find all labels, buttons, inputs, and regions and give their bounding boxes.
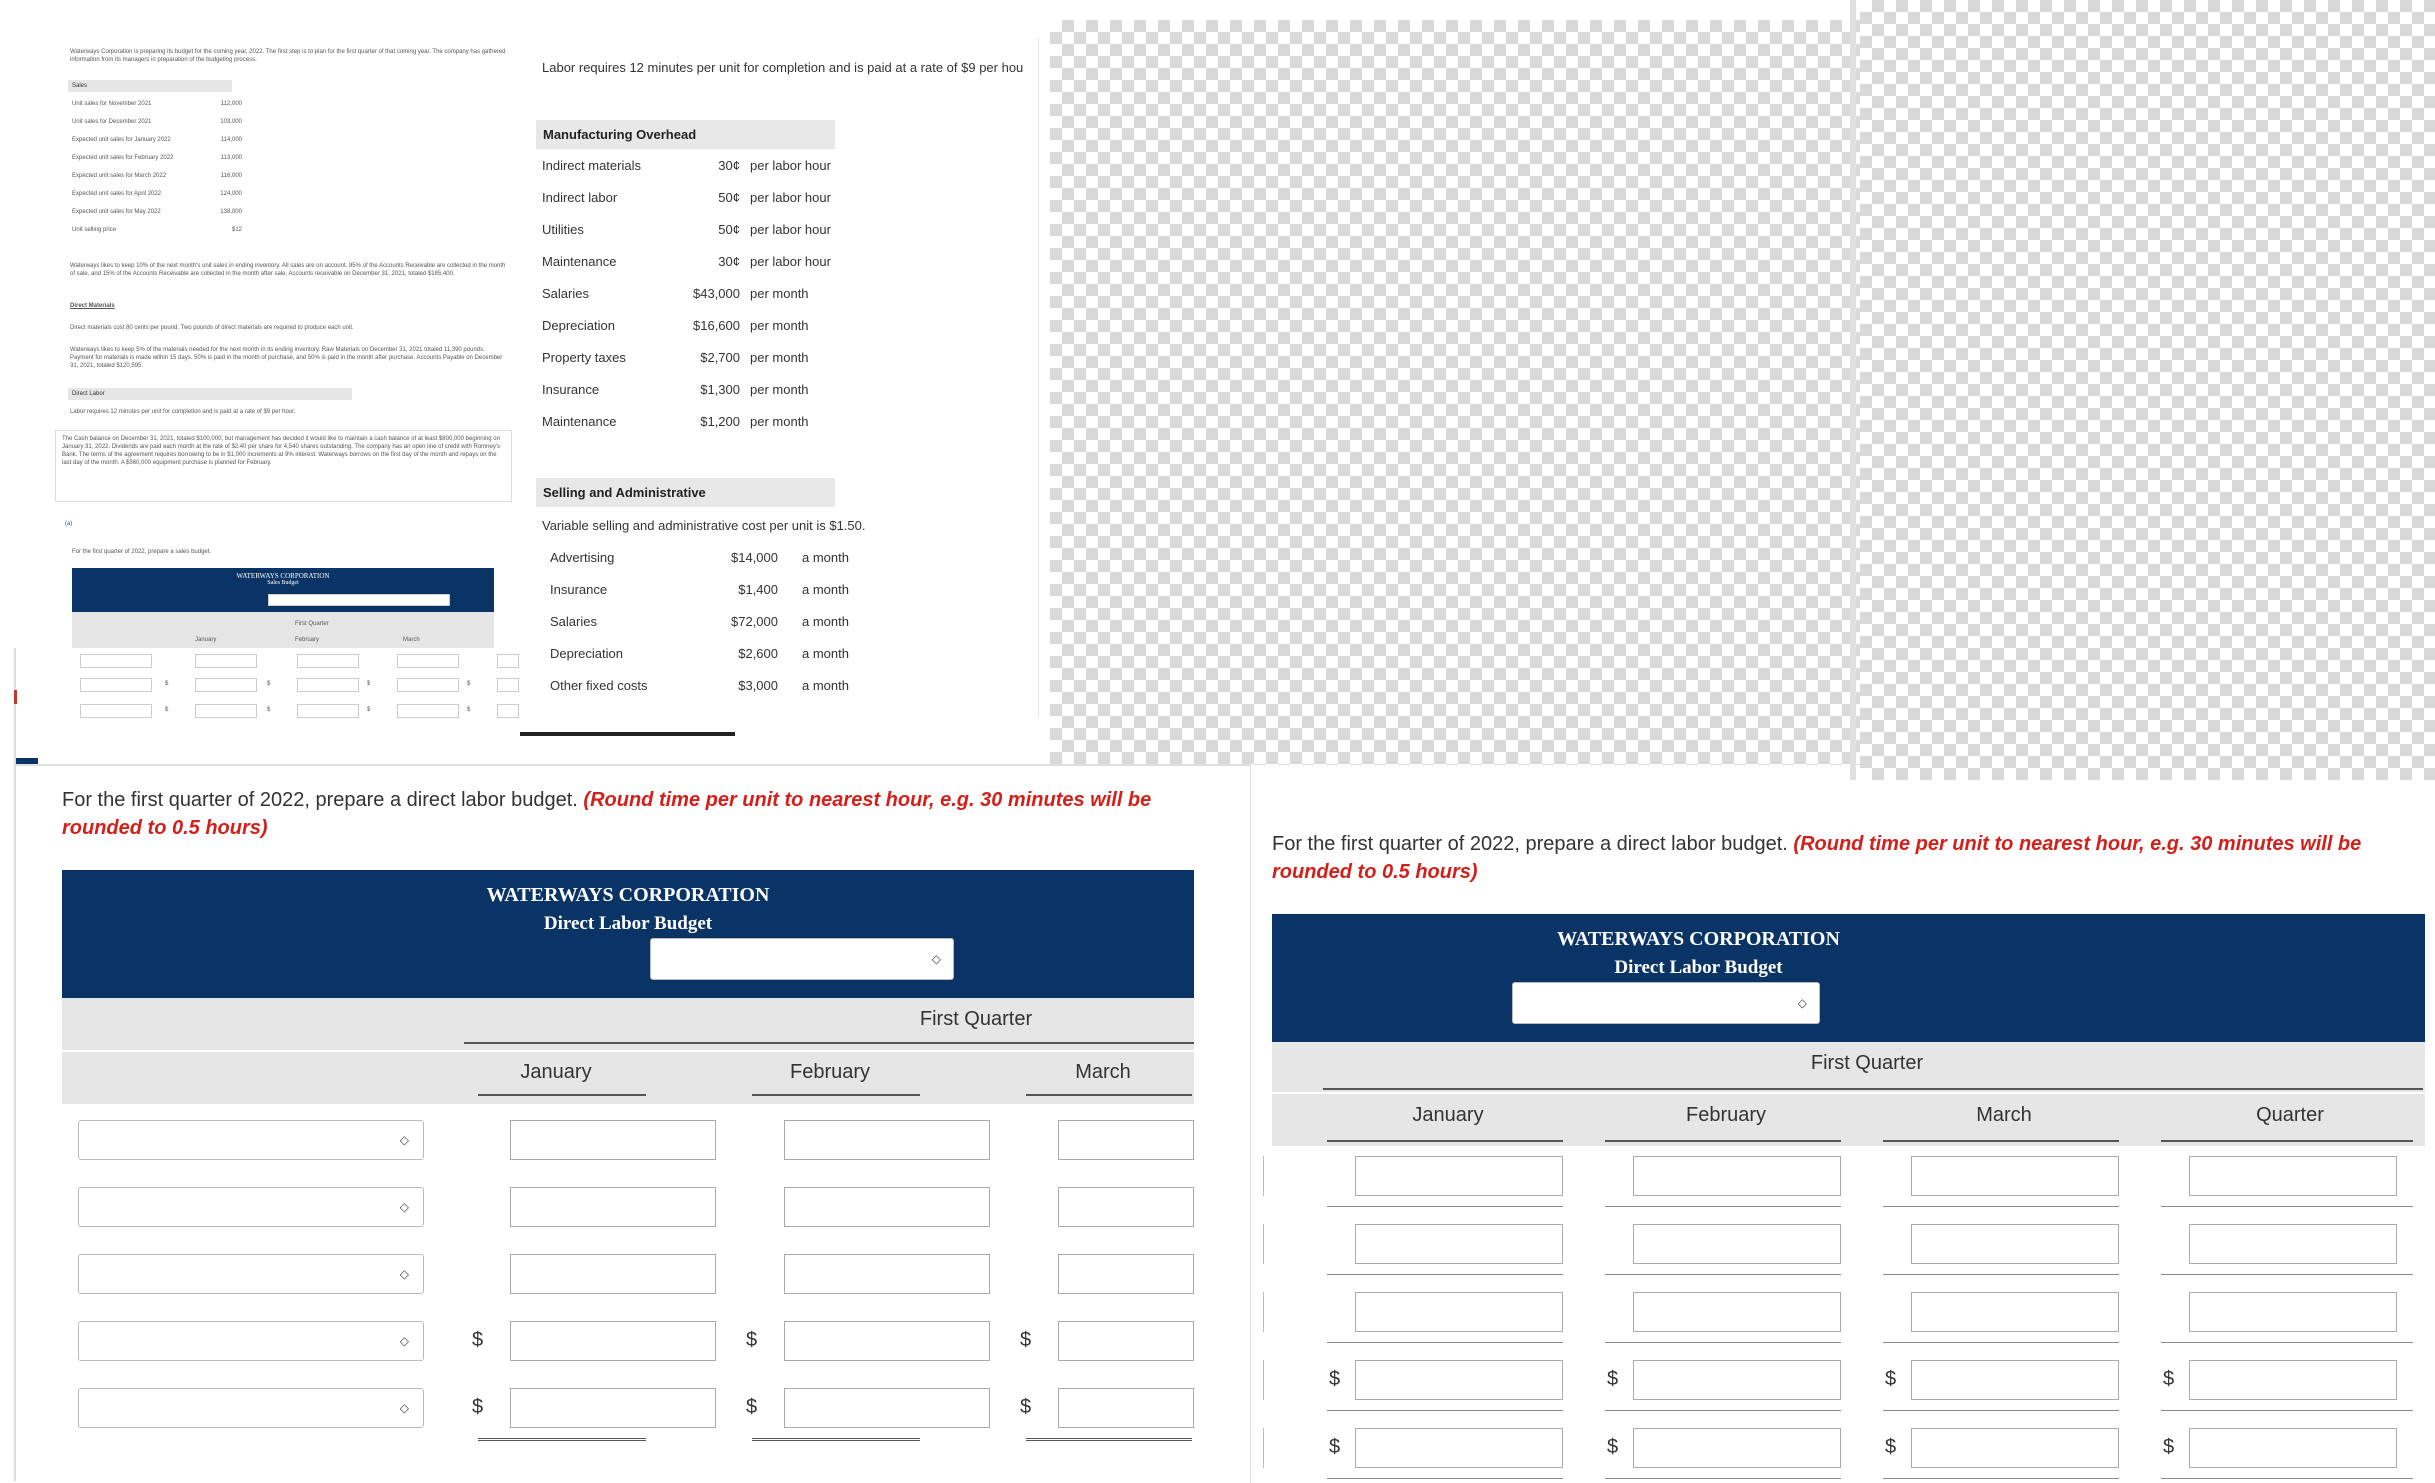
mini-amount-input[interactable] xyxy=(195,704,257,718)
amount-input[interactable] xyxy=(1058,1187,1194,1227)
mini-amount-input[interactable] xyxy=(497,678,519,692)
row-rule xyxy=(2161,1342,2413,1343)
month-rule xyxy=(1883,1140,2119,1142)
amount-input[interactable] xyxy=(1355,1428,1563,1468)
budget-prompt-left: For the first quarter of 2022, prepare a direct labor budget. (Round time per unit to nearest hour, e.g. 30 minutes will be rounded to 0.5 hours) xyxy=(62,789,1152,839)
overhead-heading: Manufacturing Overhead xyxy=(536,120,835,149)
month-rule xyxy=(1026,1094,1192,1096)
overhead-row-amount: $1,200 xyxy=(700,414,740,429)
amount-input[interactable] xyxy=(1633,1156,1841,1196)
overhead-row-unit: per month xyxy=(750,286,809,301)
dollar-sign: $ xyxy=(1885,1436,1897,1458)
overhead-row-label: Maintenance xyxy=(542,414,617,429)
sa-row-amount: $1,400 xyxy=(738,582,778,597)
overhead-row-unit: per month xyxy=(750,382,809,397)
sales-row: Expected unit sales for February 2022 113,000 xyxy=(72,155,242,161)
quarter-label-right: First Quarter xyxy=(1810,1052,1924,1074)
amount-input[interactable] xyxy=(1911,1428,2119,1468)
month-header-january: January xyxy=(1412,1104,1484,1126)
overhead-row-label: Maintenance xyxy=(542,254,617,269)
row-rule xyxy=(2161,1274,2413,1275)
direct-labor-text: Labor requires 12 minutes per unit for completion and is paid at a rate of $9 per hour. xyxy=(70,409,296,415)
budget-title: Direct Labor Budget xyxy=(543,913,713,934)
mini-dollar: $ xyxy=(467,707,471,713)
row-label-select[interactable] xyxy=(78,1321,424,1361)
period-select-right[interactable] xyxy=(1512,982,1820,1024)
row-rule xyxy=(1605,1478,1841,1479)
mini-dollar: $ xyxy=(367,707,371,713)
month-header-march: March xyxy=(1075,1061,1131,1083)
mini-month-february: February xyxy=(295,637,320,643)
mini-title: Sales Budget xyxy=(267,580,299,586)
sales-row: Expected unit sales for January 2022 114,000 xyxy=(72,137,242,143)
row-rule xyxy=(1605,1274,1841,1275)
direct-labor-band: Direct Labor xyxy=(68,388,352,400)
dollar-sign: $ xyxy=(472,1396,484,1418)
dollar-sign: $ xyxy=(1020,1329,1032,1351)
rounding-instruction: (Round time per unit to nearest hour, e.g. 30 minutes will be rounded to 0.5 hours) xyxy=(62,789,1152,839)
row-select-edge[interactable] xyxy=(1251,1156,1264,1196)
dollar-sign: $ xyxy=(1020,1396,1032,1418)
chevron-updown-icon: ◇ xyxy=(399,1267,409,1281)
chevron-updown-icon: ◇ xyxy=(931,952,941,966)
row-select-edge[interactable] xyxy=(1251,1428,1264,1468)
overhead-row-label: Insurance xyxy=(542,382,600,397)
dollar-sign: $ xyxy=(472,1329,484,1351)
amount-input[interactable] xyxy=(784,1120,990,1160)
mini-row-select[interactable] xyxy=(80,654,152,668)
mini-month-january: January xyxy=(195,637,217,643)
amount-input[interactable] xyxy=(1633,1360,1841,1400)
quarter-rule-left xyxy=(464,1042,1194,1044)
sa-row-amount: $2,600 xyxy=(738,646,778,661)
budget-title: Direct Labor Budget xyxy=(1614,957,1783,978)
row-rule xyxy=(1327,1342,1563,1343)
row-select-edge[interactable] xyxy=(1251,1360,1264,1400)
budget-header-right xyxy=(1272,914,2425,1042)
amount-input[interactable] xyxy=(1911,1224,2119,1264)
mini-sales-header xyxy=(72,568,494,612)
period-select-left[interactable] xyxy=(650,938,954,980)
overhead-row-amount: 30¢ xyxy=(718,158,740,173)
overhead-row-label: Indirect materials xyxy=(542,158,641,173)
direct-materials-label: Direct Materials xyxy=(70,303,115,309)
mini-amount-input[interactable] xyxy=(497,704,519,718)
amount-input[interactable] xyxy=(1355,1360,1563,1400)
month-header-march: March xyxy=(1976,1104,2032,1126)
sales-row: Unit selling price $12 xyxy=(72,227,242,233)
row-label-select[interactable] xyxy=(78,1120,424,1160)
amount-input[interactable] xyxy=(1355,1156,1563,1196)
labor-line: Labor requires 12 minutes per unit for completion and is paid at a rate of $9 per hou xyxy=(542,60,1024,75)
direct-materials-text-1: Direct materials cost 80 cents per pound. Two pounds of direct materials are required to produce each unit. xyxy=(70,325,354,331)
month-rule xyxy=(2161,1140,2413,1142)
sales-table xyxy=(72,100,242,244)
rounding-instruction: (Round time per unit to nearest hour, e.g. 30 minutes will be rounded to 0.5 hours) xyxy=(1272,833,2362,883)
overhead-row-amount: $1,300 xyxy=(700,382,740,397)
mini-amount-input[interactable] xyxy=(397,704,459,718)
cash-panel xyxy=(55,430,512,502)
mini-amount-input[interactable] xyxy=(297,704,359,718)
amount-input[interactable] xyxy=(784,1321,990,1361)
month-header-february: February xyxy=(789,1061,871,1083)
amount-input[interactable] xyxy=(1058,1120,1194,1160)
transparency-background-top xyxy=(1050,20,1860,765)
budget-prompt-right: For the first quarter of 2022, prepare a direct labor budget. (Round time per unit to nearest hour, e.g. 30 minutes will be rounded to 0.5 hours) xyxy=(1272,833,2362,883)
mini-amount-input[interactable] xyxy=(397,654,459,668)
month-header-quarter: Quarter xyxy=(2256,1104,2324,1126)
mini-dollar: $ xyxy=(267,707,271,713)
sa-heading: Selling and Administrative xyxy=(536,478,835,507)
row-select-edge[interactable] xyxy=(1251,1292,1264,1332)
mini-dollar: $ xyxy=(267,681,271,687)
row-rule xyxy=(1327,1478,1563,1479)
row-rule xyxy=(2161,1478,2413,1479)
dollar-sign: $ xyxy=(746,1396,758,1418)
overhead-row-amount: $16,600 xyxy=(693,318,740,333)
month-rule xyxy=(478,1094,646,1096)
amount-input[interactable] xyxy=(784,1388,990,1428)
budget-panel-right xyxy=(1251,780,2435,1481)
sales-row: Unit sales for December 2021 103,000 xyxy=(72,119,242,125)
overhead-row-label: Utilities xyxy=(542,222,584,237)
amount-input[interactable] xyxy=(2189,1292,2397,1332)
sa-row-amount: $3,000 xyxy=(738,678,778,693)
amount-input[interactable] xyxy=(1911,1156,2119,1196)
amount-input[interactable] xyxy=(510,1321,716,1361)
row-rule xyxy=(1883,1342,2119,1343)
sa-row-label: Other fixed costs xyxy=(550,678,648,693)
row-label-select[interactable] xyxy=(78,1187,424,1227)
amount-input[interactable] xyxy=(1355,1292,1563,1332)
dollar-sign: $ xyxy=(746,1329,758,1351)
row-rule xyxy=(2161,1206,2413,1207)
month-header-february: February xyxy=(1685,1104,1767,1126)
sa-row-amount: $14,000 xyxy=(731,550,778,565)
mini-quarter: First Quarter xyxy=(295,621,329,627)
sa-row-unit: a month xyxy=(802,646,849,661)
sa-row-label: Depreciation xyxy=(550,646,623,661)
sa-variable-text: Variable selling and administrative cost per unit is $1.50. xyxy=(542,518,866,533)
mini-amount-input[interactable] xyxy=(497,654,519,668)
mini-row-select[interactable] xyxy=(80,704,152,718)
direct-materials-text-2: Waterways likes to keep 5% of the materials needed for the next month in its ending inventory. Raw Materials on December 31, 2021 totaled 11,390 pounds. Payment for materials is made within 15 days. 50% is paid in the month of purchase, and 50% is paid in the month after purchase. Accounts Payable on December 31, 2021, totaled $120,595. xyxy=(70,347,503,369)
amount-input[interactable] xyxy=(510,1187,716,1227)
row-rule xyxy=(1327,1274,1563,1275)
chevron-updown-icon: ◇ xyxy=(399,1133,409,1147)
row-select-edge[interactable] xyxy=(1251,1224,1264,1264)
row-label-select[interactable] xyxy=(78,1254,424,1294)
inventory-text: Waterways likes to keep 10% of the next month's unit sales in ending inventory. All sales are on account. 85% of the Accounts Receivable are collected in the month of sale, and 15% of the Accounts Receivable are collected in the month after sale. Accounts receivable on December 31, 2021, totaled $185,400. xyxy=(70,263,506,277)
overhead-row-amount: $2,700 xyxy=(700,350,740,365)
overhead-row-label: Salaries xyxy=(542,286,589,301)
dollar-sign: $ xyxy=(1885,1368,1897,1390)
amount-input[interactable] xyxy=(1633,1428,1841,1468)
part-a-label: (a) xyxy=(65,521,73,527)
amount-input[interactable] xyxy=(1633,1292,1841,1332)
amount-input[interactable] xyxy=(2189,1360,2397,1400)
sa-row-unit: a month xyxy=(802,550,849,565)
overhead-row-amount: 50¢ xyxy=(718,190,740,205)
sa-row-label: Insurance xyxy=(550,582,608,597)
amount-input[interactable] xyxy=(510,1120,716,1160)
sales-row: Unit sales for November 2021 112,000 xyxy=(72,101,242,107)
sales-row: Expected unit sales for May 2022 138,000 xyxy=(72,209,242,215)
row-rule xyxy=(1883,1274,2119,1275)
row-rule xyxy=(1327,1206,1563,1207)
mini-dollar: $ xyxy=(165,707,169,713)
problem-intro: Waterways Corporation is preparing its budget for the coming year, 2022. The first step is to plan for the first quarter of that coming year. The company has gathered information from its managers in preparation of the budgeting process. xyxy=(70,49,506,63)
mini-amount-input[interactable] xyxy=(195,654,257,668)
cash-text: The Cash balance on December 31, 2021, totaled $100,000, but management has decided it would like to maintain a cash balance of at least $800,000 beginning on January 31, 2022. Dividends are paid each month at the rate of $2.40 per share for 4,540 shares outstanding. The company has an open line of credit with Romney's Bank. The terms of the agreement requires borrowing to be in $1,000 increments at 9% interest. Waterways borrows on the first day of the month and repays on the last day of the month. A $560,000 equipment purchase is planned for February. xyxy=(62,436,500,466)
sales-prompt: For the first quarter of 2022, prepare a sales budget. xyxy=(72,549,212,555)
row-rule xyxy=(1605,1206,1841,1207)
quarter-label-left: First Quarter xyxy=(919,1008,1033,1030)
overhead-row-amount: $43,000 xyxy=(693,286,740,301)
overhead-row-unit: per labor hour xyxy=(750,190,831,205)
dollar-sign: $ xyxy=(2163,1368,2175,1390)
amount-input[interactable] xyxy=(510,1254,716,1294)
total-rule xyxy=(478,1438,646,1441)
budget-panel-left xyxy=(16,764,1251,1483)
row-rule xyxy=(1883,1206,2119,1207)
amount-input[interactable] xyxy=(1058,1388,1194,1428)
chevron-updown-icon: ◇ xyxy=(1797,996,1807,1010)
amount-input[interactable] xyxy=(1355,1224,1563,1264)
dollar-sign: $ xyxy=(1329,1368,1341,1390)
overhead-row-amount: 30¢ xyxy=(718,254,740,269)
company-name: WATERWAYS CORPORATION xyxy=(486,884,770,906)
mini-dollar: $ xyxy=(165,681,169,687)
sa-row-label: Salaries xyxy=(550,614,597,629)
overhead-row-label: Indirect labor xyxy=(542,190,618,205)
month-header-january: January xyxy=(520,1061,592,1083)
mini-amount-input[interactable] xyxy=(195,678,257,692)
overhead-row-label: Depreciation xyxy=(542,318,615,333)
sa-row-unit: a month xyxy=(802,678,849,693)
overhead-row-unit: per month xyxy=(750,318,809,333)
amount-input[interactable] xyxy=(510,1388,716,1428)
dollar-sign: $ xyxy=(2163,1436,2175,1458)
sales-band: Sales xyxy=(68,80,232,92)
amount-input[interactable] xyxy=(2189,1224,2397,1264)
overhead-row-unit: per labor hour xyxy=(750,254,831,269)
row-label-select[interactable] xyxy=(78,1388,424,1428)
amount-input[interactable] xyxy=(2189,1156,2397,1196)
dollar-sign: $ xyxy=(1329,1436,1341,1458)
month-rule xyxy=(752,1094,920,1096)
mini-period-select[interactable] xyxy=(268,594,450,606)
mini-amount-input[interactable] xyxy=(297,678,359,692)
row-rule xyxy=(1327,1410,1563,1411)
quarter-rule-right xyxy=(1323,1088,2423,1090)
chevron-updown-icon: ◇ xyxy=(399,1401,409,1415)
row-rule xyxy=(1605,1410,1841,1411)
amount-input[interactable] xyxy=(1633,1224,1841,1264)
overhead-row-unit: per labor hour xyxy=(750,222,831,237)
overhead-row-amount: 50¢ xyxy=(718,222,740,237)
amount-input[interactable] xyxy=(1911,1360,2119,1400)
chevron-updown-icon: ◇ xyxy=(399,1200,409,1214)
mini-amount-input[interactable] xyxy=(397,678,459,692)
sales-row: Expected unit sales for April 2022 124,000 xyxy=(72,191,242,197)
month-rule xyxy=(1605,1140,1841,1142)
sales-row: Expected unit sales for March 2022 116,000 xyxy=(72,173,242,179)
mini-row-select[interactable] xyxy=(80,678,152,692)
amount-input[interactable] xyxy=(2189,1428,2397,1468)
amount-input[interactable] xyxy=(784,1187,990,1227)
total-rule xyxy=(752,1438,920,1441)
month-rule xyxy=(1327,1140,1563,1142)
dollar-sign: $ xyxy=(1607,1368,1619,1390)
row-rule xyxy=(2161,1410,2413,1411)
row-rule xyxy=(1883,1478,2119,1479)
dollar-sign: $ xyxy=(1607,1436,1619,1458)
data-sheet xyxy=(518,38,1039,718)
overhead-row-unit: per month xyxy=(750,414,809,429)
company-name: WATERWAYS CORPORATION xyxy=(1557,928,1840,950)
left-marker xyxy=(14,690,17,704)
sa-row-amount: $72,000 xyxy=(731,614,778,629)
mini-company: WATERWAYS CORPORATION xyxy=(236,572,330,580)
total-rule xyxy=(1026,1438,1192,1441)
right-frame-border xyxy=(1850,0,1856,780)
overhead-row-unit: per labor hour xyxy=(750,158,831,173)
mini-dollar: $ xyxy=(467,681,471,687)
amount-input[interactable] xyxy=(1911,1292,2119,1332)
mini-month-march: March xyxy=(403,637,420,643)
transparency-background-right xyxy=(1860,0,2435,780)
overhead-row-unit: per month xyxy=(750,350,809,365)
sa-row-unit: a month xyxy=(802,582,849,597)
amount-input[interactable] xyxy=(784,1254,990,1294)
amount-input[interactable] xyxy=(1058,1321,1194,1361)
mini-amount-input[interactable] xyxy=(297,654,359,668)
overhead-row-label: Property taxes xyxy=(542,350,626,365)
amount-input[interactable] xyxy=(1058,1254,1194,1294)
mini-dollar: $ xyxy=(367,681,371,687)
scroll-indicator xyxy=(520,732,735,736)
mini-gray-band xyxy=(72,612,494,648)
row-rule xyxy=(1605,1342,1841,1343)
row-rule xyxy=(1883,1410,2119,1411)
sa-row-unit: a month xyxy=(802,614,849,629)
chevron-updown-icon: ◇ xyxy=(399,1334,409,1348)
sa-row-label: Advertising xyxy=(550,550,615,565)
